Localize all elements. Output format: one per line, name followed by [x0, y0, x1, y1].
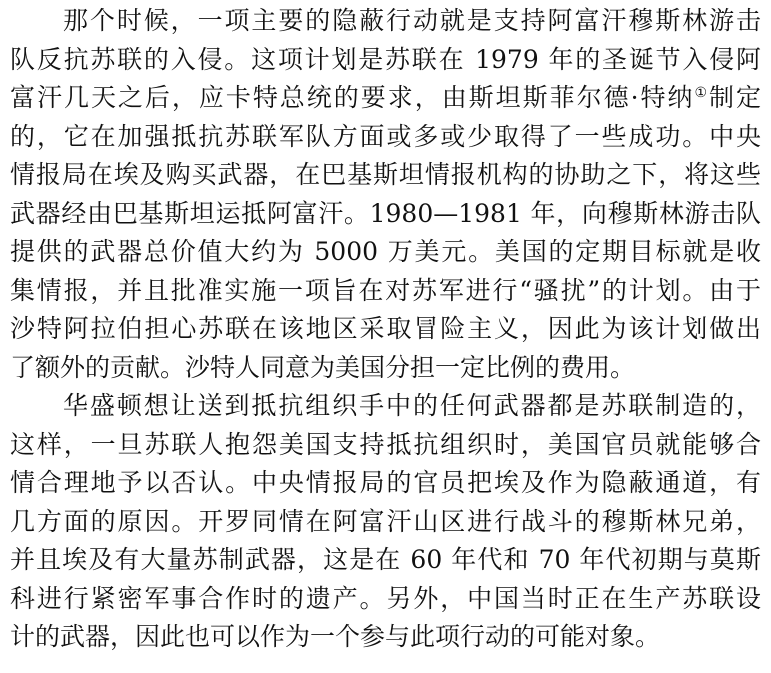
- text-line: [10, 79, 761, 118]
- text-line: 那个时候，一项主要的隐蔽行动就是支持阿富汗穆斯林游击: [63, 6, 761, 35]
- text-line: 集情报，并且批准实施一项旨在对苏军进行“骚扰”的计划。由于: [10, 275, 761, 305]
- text-line: 队反抗苏联的入侵。这项计划是苏联在 1979 年的圣诞节入侵阿: [10, 44, 761, 74]
- text-line: 武器经由巴基斯坦运抵阿富汗。1980—1981 年，向穆斯林游击队: [10, 198, 761, 228]
- footnote-marker: ①: [694, 85, 710, 101]
- paragraph-2: [10, 387, 761, 657]
- text-line: 了额外的贡献。沙特人同意为美国分担一定比例的费用。: [10, 352, 636, 382]
- text-line: 的，它在加强抵抗苏联军队方面或多或少取得了一些成功。中央: [10, 121, 761, 151]
- text-line: 情报局在埃及购买武器，在巴基斯坦情报机构的协助之下，将这些: [10, 160, 761, 189]
- text-line-content: 富汗几天之后，应卡特总统的要求，由斯坦斯菲尔德·特纳: [10, 83, 695, 112]
- text-line: 沙特阿拉伯担心苏联在该地区采取冒险主义，因此为该计划做出: [10, 314, 761, 343]
- text-line: 提供的武器总价值大约为 5000 万美元。美国的定期目标就是收: [10, 237, 761, 266]
- text-line: 几方面的原因。开罗同情在阿富汗山区进行战斗的穆斯林兄弟，: [10, 506, 761, 536]
- text-line: 华盛顿想让送到抵抗组织手中的任何武器都是苏联制造的，: [63, 391, 761, 420]
- text-line: 并且埃及有大量苏制武器，这是在 60 年代和 70 年代初期与莫斯: [10, 545, 761, 574]
- paragraph-1: [10, 2, 761, 387]
- text-line: 计的武器，因此也可以作为一个参与此项行动的可能对象。: [10, 622, 661, 651]
- text-line: 科进行紧密军事合作时的遗产。另外，中国当时正在生产苏联设: [10, 583, 761, 613]
- text-line: 这样，一旦苏联人抱怨美国支持抵抗组织时，美国官员就能够合: [10, 429, 761, 459]
- text-line: 情合理地予以否认。中央情报局的官员把埃及作为隐蔽通道，有: [10, 468, 761, 497]
- document-page: [10, 2, 761, 657]
- text-line-tail: 制定: [709, 83, 761, 112]
